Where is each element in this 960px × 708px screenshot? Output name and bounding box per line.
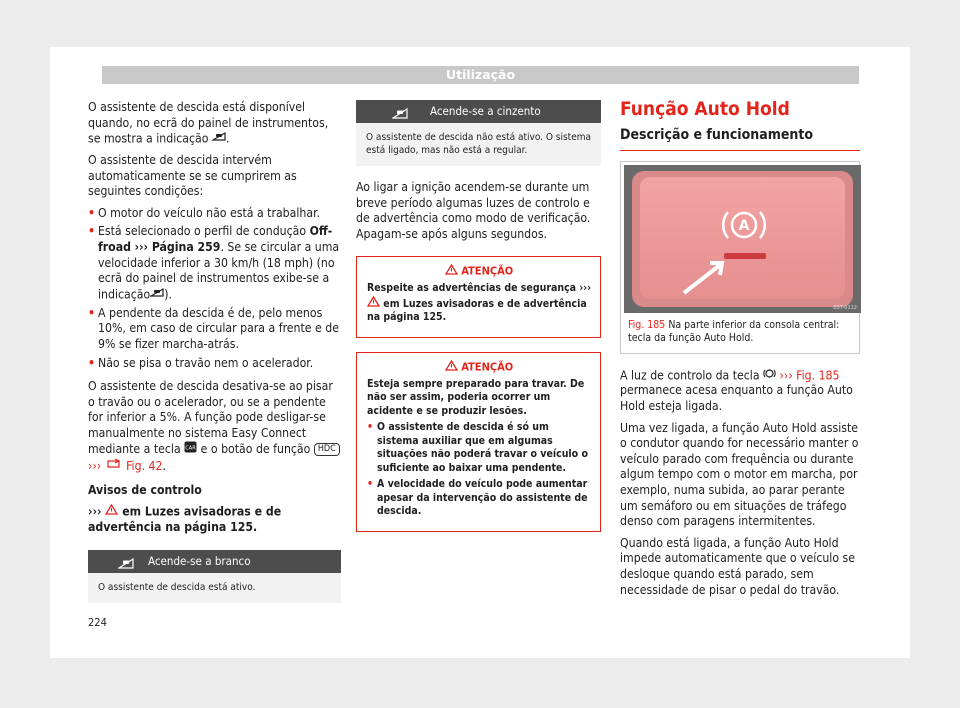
info-box-grey: Acende-se a cinzento O assistente de descida não está ativo. O sistema está ligado, mas não está a regular. xyxy=(356,100,601,166)
paragraph: ››› em Luzes avisadoras e de advertência na página 125. xyxy=(88,504,282,535)
hill-descent-icon xyxy=(212,131,226,147)
svg-text:CAR: CAR xyxy=(185,445,196,452)
column-left xyxy=(88,100,341,603)
svg-text:A: A xyxy=(738,217,750,234)
screen-icon xyxy=(105,458,123,475)
section-header: Utilização xyxy=(102,66,859,84)
warning-triangle-icon xyxy=(445,264,458,279)
list-item: • A velocidade do veículo pode aumentar apesar da intervenção do assistente de descida. xyxy=(367,478,588,518)
hill-descent-icon xyxy=(150,287,164,303)
auto-hold-icon xyxy=(763,368,776,384)
warning-triangle-icon xyxy=(445,360,458,375)
list-item: • O assistente de descida é só um sistema auxiliar que em algumas situações não poderá travar o veículo o suficiente ao baixar uma pendente. xyxy=(367,421,588,474)
warning-box: ATENÇÃO Respeite as advertências de segurança ››› em Luzes avisadoras e de advertência na página 125. xyxy=(356,256,601,338)
warning-box: ATENÇÃO Esteja sempre preparado para travar. De não ser assim, poderia ocorrer um acidente e se produzir lesões. • O assistente de descida é só um sistema auxiliar que em algumas situações não poderá travar o veículo o suficiente ao baixar uma pendente. • A velocidade do veículo pode aumentar apesar da intervenção do assistente de descida. xyxy=(356,352,601,532)
list-item: • Está selecionado o perfil de condução Off-froad ››› Página 259. Se se circular a uma velocidade inferior a 30 km/h (18 mph) (no ecrã do painel de instrumentos exibe-se a indicação ). xyxy=(88,224,340,302)
figure-link[interactable]: ››› Fig. 185 xyxy=(779,367,840,382)
hill-descent-icon xyxy=(118,555,134,578)
paragraph: A luz de controlo da tecla ››› Fig. 185 permanece acesa enquanto a função Auto Hold esteja ligada. xyxy=(620,367,853,414)
paragraph: O assistente de descida intervém automaticamente se se cumprirem as seguintes condições: xyxy=(88,153,297,199)
warning-title: ATENÇÃO xyxy=(367,353,591,378)
paragraph: O assistente de descida está disponível quando, no ecrã do painel de instrumentos, se mostra a indicação . xyxy=(88,100,329,146)
section-title: Função Auto Hold xyxy=(620,98,790,120)
figure-link[interactable]: Fig. 42 xyxy=(126,458,163,473)
info-box-white: Acende-se a branco O assistente de descida está ativo. xyxy=(88,550,341,603)
figure-caption: Fig. 185 Na parte inferior da consola central: tecla da função Auto Hold. xyxy=(628,318,840,344)
warning-triangle-icon xyxy=(105,504,118,520)
page-link[interactable]: ››› Página 259 xyxy=(134,240,221,255)
list-item: • A pendente da descida é de, pelo menos 10%, em caso de circular para a frente e de 9% se fizer marcha-atrás. xyxy=(88,305,339,351)
figure-code: B5T-0112 xyxy=(833,304,857,311)
box-header: Acende-se a cinzento xyxy=(356,100,601,123)
box-header: Acende-se a branco xyxy=(88,550,341,573)
list-item: • Não se pisa o travão nem o acelerador. xyxy=(88,355,314,370)
warning-title: ATENÇÃO xyxy=(367,257,591,282)
hdc-key: HDC xyxy=(314,443,340,456)
page-number: 224 xyxy=(88,616,107,629)
car-key-icon xyxy=(184,441,197,458)
auto-hold-photo xyxy=(624,165,861,313)
hill-descent-icon xyxy=(392,105,408,128)
column-middle xyxy=(356,100,601,532)
paragraph: Uma vez ligada, a função Auto Hold assiste o condutor quando for necessário manter o veículo parado com frequência ou durante algum tempo com o motor em marcha, por exemplo, numa subida, ao parar perante um semáforo ou em situações de tráfego denso com paragens intermitentes. xyxy=(620,420,859,529)
subsection-title: Avisos de controlo xyxy=(88,482,202,497)
paragraph: Ao ligar a ignição acendem-se durante um breve período algumas luzes de controlo e de advertência como modo de verificação. Apagam-se após alguns segundos. xyxy=(356,180,591,241)
list-item: • O motor do veículo não está a trabalhar. xyxy=(88,205,320,220)
warning-triangle-icon xyxy=(367,296,380,312)
paragraph: Quando está ligada, a função Auto Hold impede automaticamente que o veículo se desloque quando está parado, sem necessidade de pisar o pedal do travão. xyxy=(620,535,855,597)
paragraph: O assistente de descida desativa-se ao pisar o travão ou o acelerador, ou se a pendente for inferior a 5%. A função pode desligar-se manualmente no sistema Easy Connect mediante a tecla CAR e o botão de função HDC ››› Fig. 42. xyxy=(88,379,341,475)
subsection-title: Descrição e funcionamento xyxy=(620,128,860,151)
column-right xyxy=(620,100,860,604)
figure xyxy=(620,161,860,354)
